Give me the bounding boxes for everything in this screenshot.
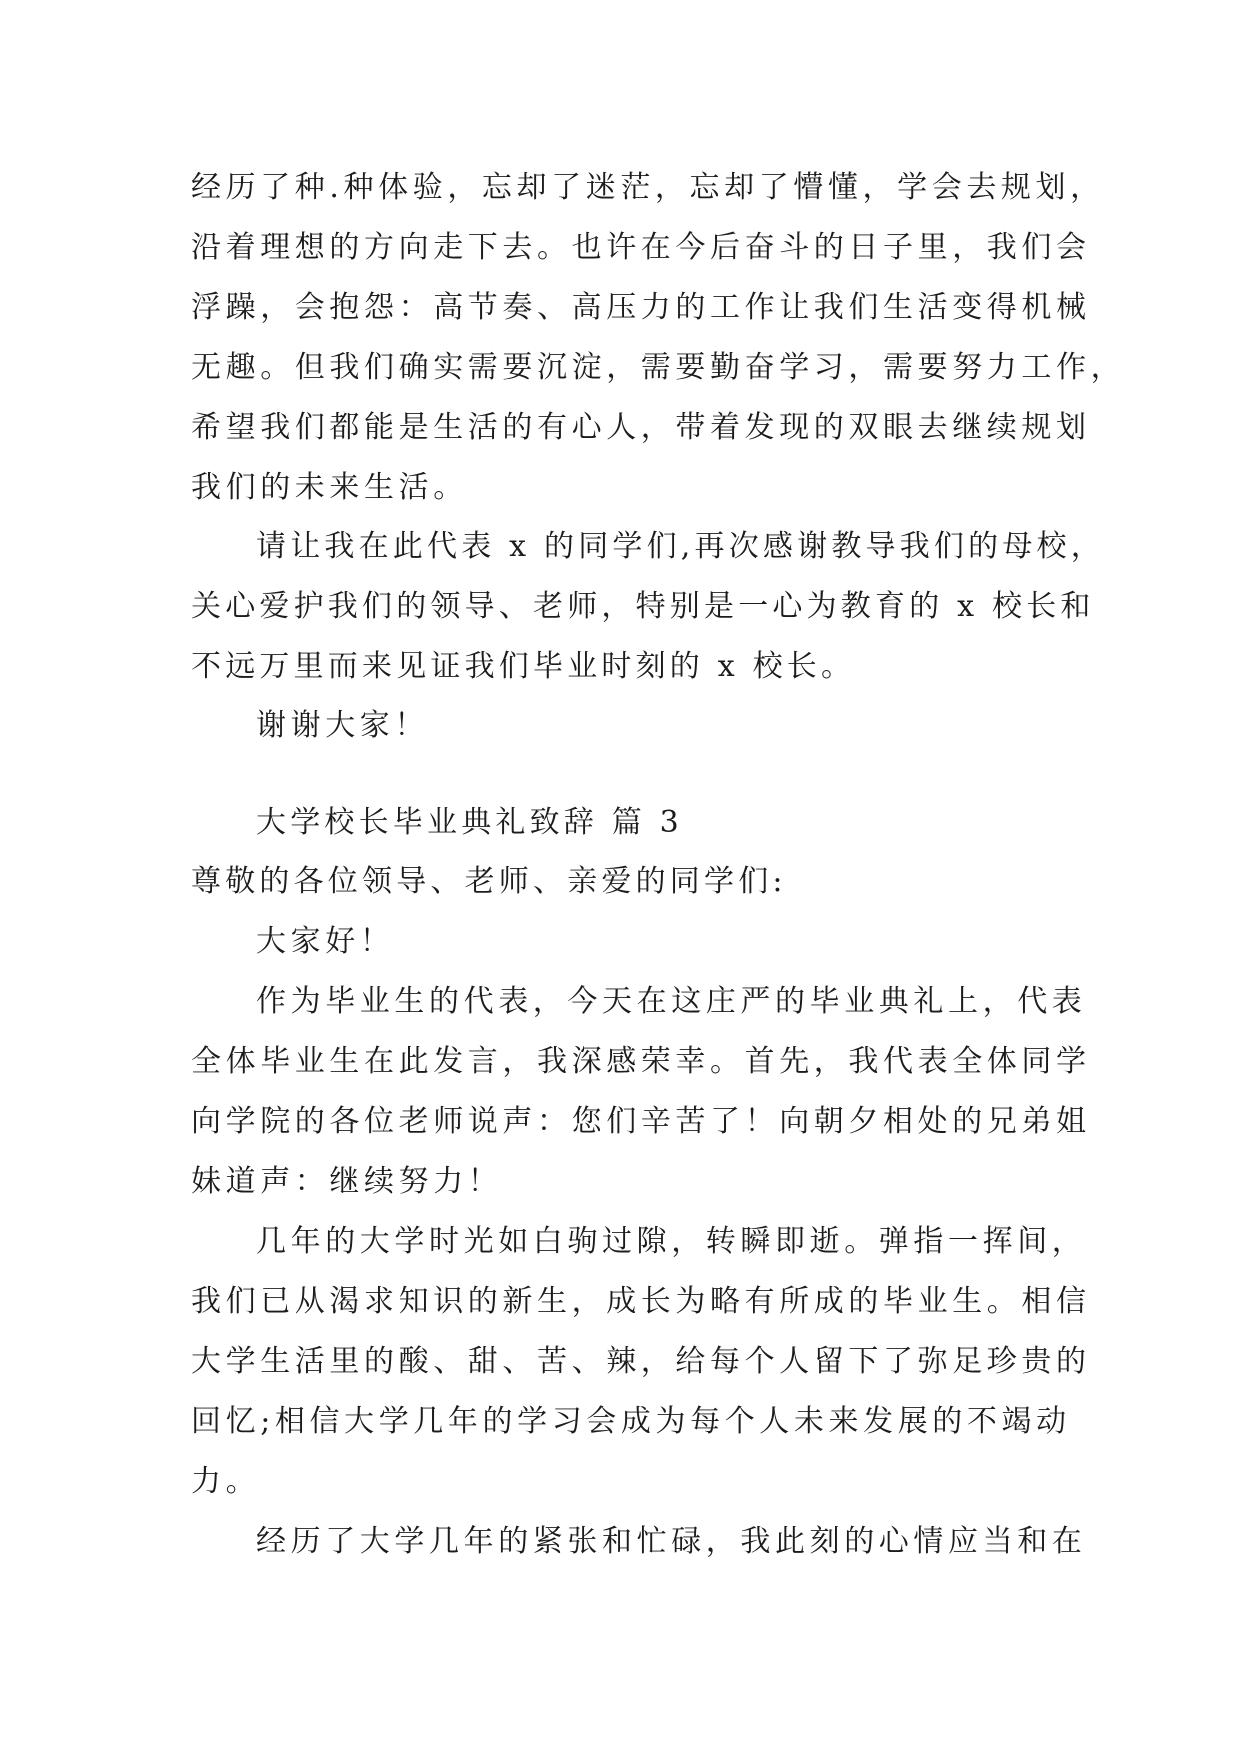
paragraph-line: 不远万里而来见证我们毕业时刻的 x 校长。 <box>191 649 856 684</box>
paragraph-line: 无趣。但我们确实需要沉淀，需要勤奋学习，需要努力工作， <box>191 350 1126 385</box>
paragraph-line: 请让我在此代表 x 的同学们,再次感谢教导我们的母校， <box>256 529 1105 564</box>
paragraph-line: 经历了大学几年的紧张和忙碌，我此刻的心情应当和在 <box>256 1524 1087 1559</box>
paragraph-line: 回忆;相信大学几年的学习会成为每个人未来发展的不竭动 <box>191 1404 1071 1439</box>
paragraph-line: 力。 <box>191 1464 261 1499</box>
paragraph-line: 大学生活里的酸、甜、苦、辣，给每个人留下了弥足珍贵的 <box>191 1344 1091 1379</box>
paragraph-line: 我们已从渴求知识的新生，成长为略有所成的毕业生。相信 <box>191 1284 1091 1319</box>
closing-line: 谢谢大家！ <box>256 708 429 743</box>
paragraph-line: 妹道声：继续努力！ <box>191 1164 503 1199</box>
salutation: 尊敬的各位领导、老师、亲爱的同学们: <box>191 864 787 899</box>
section-heading: 大学校长毕业典礼致辞 篇 3 <box>256 805 683 840</box>
paragraph-line: 几年的大学时光如白驹过隙，转瞬即逝。弹指一挥间， <box>256 1224 1087 1259</box>
greeting: 大家好！ <box>256 924 395 959</box>
paragraph-line: 希望我们都能是生活的有心人，带着发现的双眼去继续规划 <box>191 410 1091 445</box>
paragraph-line: 浮躁，会抱怨：高节奏、高压力的工作让我们生活变得机械 <box>191 290 1091 325</box>
paragraph-line: 经历了种.种体验，忘却了迷茫，忘却了懵懂，学会去规划， <box>191 170 1105 205</box>
paragraph-line: 关心爱护我们的领导、老师，特别是一心为教育的 x 校长和 <box>191 589 1095 624</box>
paragraph-line: 作为毕业生的代表，今天在这庄严的毕业典礼上，代表 <box>256 984 1087 1019</box>
paragraph-line: 沿着理想的方向走下去。也许在今后奋斗的日子里，我们会 <box>191 230 1091 265</box>
paragraph-line: 我们的未来生活。 <box>191 470 468 505</box>
paragraph-line: 全体毕业生在此发言，我深感荣幸。首先，我代表全体同学 <box>191 1044 1091 1079</box>
paragraph-line: 向学院的各位老师说声：您们辛苦了！向朝夕相处的兄弟姐 <box>191 1104 1091 1139</box>
